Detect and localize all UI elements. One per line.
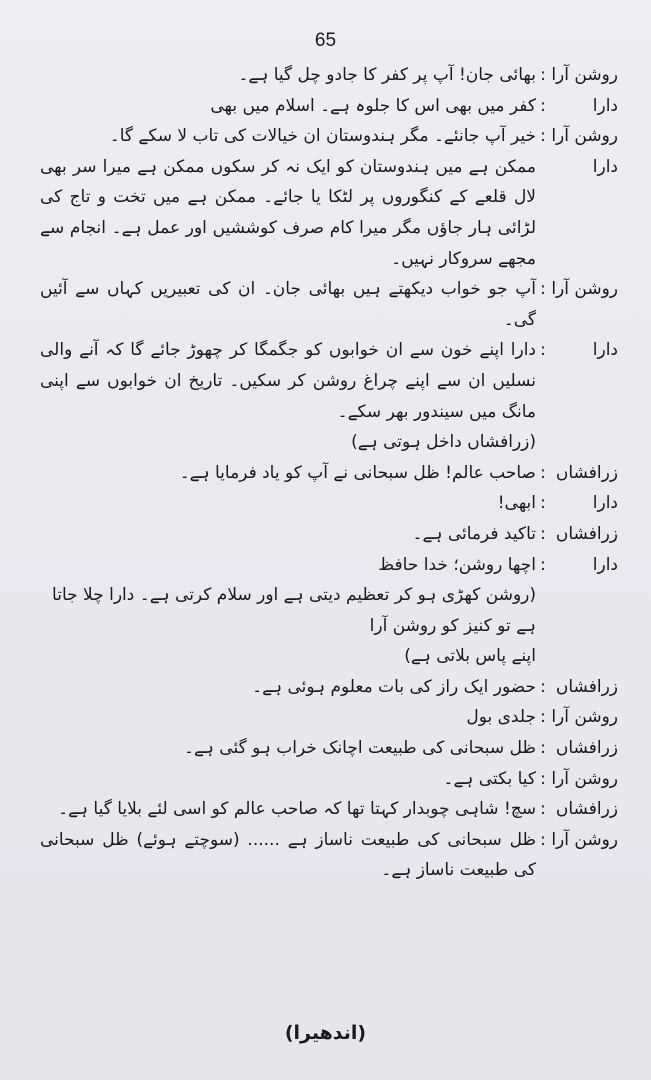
- speaker-name: زرافشاں: [555, 799, 618, 820]
- dialogue-text: دارا اپنے خون سے ان خوابوں کو جگمگا کر چھوڑ جائے گا کہ آنے والی نسلیں ان سے اپنے چراغ روشن کر سکیں۔ تاریخ ان خوابوں سے اپنی مانگ میں سیندور بھر سکے۔: [40, 340, 536, 422]
- dialogue-text: کیا بکتی ہے۔: [443, 768, 536, 789]
- dialogue-line: روشن آرا : ظل سبحانی کی طبیعت ناساز ہے ...... (سوچتے ہوئے) ظل سبحانی کی طبیعت ناساز ہے۔: [40, 825, 618, 886]
- stage-direction: اپنے پاس بلاتی ہے): [404, 646, 536, 667]
- dialogue-text: حضور ایک راز کی بات معلوم ہوئی ہے۔: [252, 676, 536, 697]
- dialogue-line: [40, 152, 618, 274]
- dialogue-line: زرافشاں : ظل سبحانی کی طبیعت اچانک خراب ہو گئی ہے۔: [40, 733, 618, 764]
- speaker-name: زرافشاں: [555, 676, 618, 697]
- dialogue-line: زرافشاں : حضور ایک راز کی بات معلوم ہوئی ہے۔: [40, 672, 618, 703]
- speaker-name: روشن آرا: [551, 768, 618, 789]
- speaker-name: دارا: [592, 95, 618, 116]
- speaker-name: دارا: [592, 554, 618, 575]
- dialogue-line: دارا : اچھا روشن؛ خدا حافظ: [40, 550, 618, 581]
- dialogue-line: روشن آرا : آپ جو خواب دیکھتے ہیں بھائی جان۔ ان کی تعبیریں کہاں سے آئیں گی۔: [40, 274, 618, 335]
- speaker-name: زرافشاں: [555, 738, 618, 759]
- dialogue-line: دارا : دارا اپنے خون سے ان خوابوں کو جگمگا کر چھوڑ جائے گا کہ آنے والی نسلیں ان سے اپنے چراغ روشن کر سکیں۔ تاریخ ان خوابوں سے اپنی مانگ میں سیندور بھر سکے۔: [40, 335, 618, 427]
- speaker-name: دارا: [592, 493, 618, 514]
- speaker-name: روشن آرا: [551, 65, 618, 85]
- speaker-name: زرافشاں: [555, 462, 618, 483]
- dialogue-text: اچھا روشن؛ خدا حافظ: [378, 554, 536, 575]
- dialogue-line: روشن آرا : بھائی جان! آپ پر کفر کا جادو چل گیا ہے۔: [40, 60, 618, 91]
- dialogue-text: ابھی!: [497, 493, 536, 514]
- stage-direction: (روشن کھڑی ہو کر تعظیم دیتی ہے اور سلام کرتی ہے۔ دارا چلا جاتا ہے تو کنیز کو روشن آرا: [52, 585, 536, 636]
- dialogue-text: آپ جو خواب دیکھتے ہیں بھائی جان۔ ان کی تعبیریں کہاں سے آئیں گی۔: [40, 279, 536, 330]
- speaker-name: دارا: [592, 340, 618, 361]
- dialogue-line: زرافشاں : صاحب عالم! ظل سبحانی نے آپ کو یاد فرمایا ہے۔: [40, 458, 618, 489]
- dialogue-line: زرافشاں : تاکید فرمائی ہے۔: [40, 519, 618, 550]
- dialogue-line: روشن آرا : خیر آپ جانئے۔ مگر ہندوستان ان خیالات کی تاب لا سکے گا۔: [40, 121, 618, 152]
- stage-direction: (زرافشاں داخل ہوتی ہے): [351, 432, 536, 453]
- dialogue-line: روشن آرا : کیا بکتی ہے۔: [40, 764, 618, 795]
- dialogue-line: دارا : ابھی!: [40, 488, 618, 519]
- speaker-name: روشن آرا: [551, 829, 618, 850]
- speaker-name: دارا: [592, 156, 618, 177]
- dialogue-text: بھائی جان! آپ پر کفر کا جادو چل گیا ہے۔: [238, 65, 536, 85]
- dialogue-text: ظل سبحانی کی طبیعت اچانک خراب ہو گئی ہے۔: [183, 738, 536, 759]
- page-number: 65: [314, 30, 337, 51]
- closing-stage-direction: (اندھیرا): [284, 1022, 367, 1044]
- dialogue-line: دارا : کفر میں بھی اس کا جلوہ ہے۔ اسلام میں بھی: [40, 91, 618, 122]
- dialogue-line: روشن آرا : جلدی بول: [40, 702, 618, 733]
- speaker-name: روشن آرا: [551, 279, 618, 300]
- dialogue-text: تاکید فرمائی ہے۔: [412, 523, 536, 544]
- speaker-name: روشن آرا: [551, 126, 618, 147]
- speaker-name: روشن آرا: [551, 707, 618, 728]
- dialogue-line: زرافشاں : سچ! شاہی چوبدار کہتا تھا کہ صاحب عالم کو اسی لئے بلایا گیا ہے۔: [40, 794, 618, 825]
- dialogue-text: ظل سبحانی کی طبیعت ناساز ہے ...... (سوچتے ہوئے) ظل سبحانی کی طبیعت ناساز ہے۔: [40, 829, 536, 881]
- dialogue-text: ممکن ہے میں ہندوستان کو ایک نہ کر سکوں ممکن ہے میرا سر بھی لال قلعے کے کنگوروں پر لٹکا یا جائے۔ ممکن ہے میں تخت و تاج کی لڑائی ہار جاؤں مگر میرا کام صرف کوششیں اور عمل ہے۔ انجام سے مجھے سروکار نہیں۔: [40, 156, 536, 269]
- dialogue-text: جلدی بول: [466, 707, 536, 728]
- dialogue-text: صاحب عالم! ظل سبحانی نے آپ کو یاد فرمایا ہے۔: [179, 462, 536, 483]
- dialogue-text: خیر آپ جانئے۔ مگر ہندوستان ان خیالات کی تاب لا سکے گا۔: [109, 126, 536, 147]
- play-script: [40, 60, 618, 886]
- dialogue-text: کفر میں بھی اس کا جلوہ ہے۔ اسلام میں بھی: [210, 95, 536, 116]
- dialogue-text: سچ! شاہی چوبدار کہتا تھا کہ صاحب عالم کو اسی لئے بلایا گیا ہے۔: [58, 799, 536, 820]
- speaker-name: زرافشاں: [555, 523, 618, 544]
